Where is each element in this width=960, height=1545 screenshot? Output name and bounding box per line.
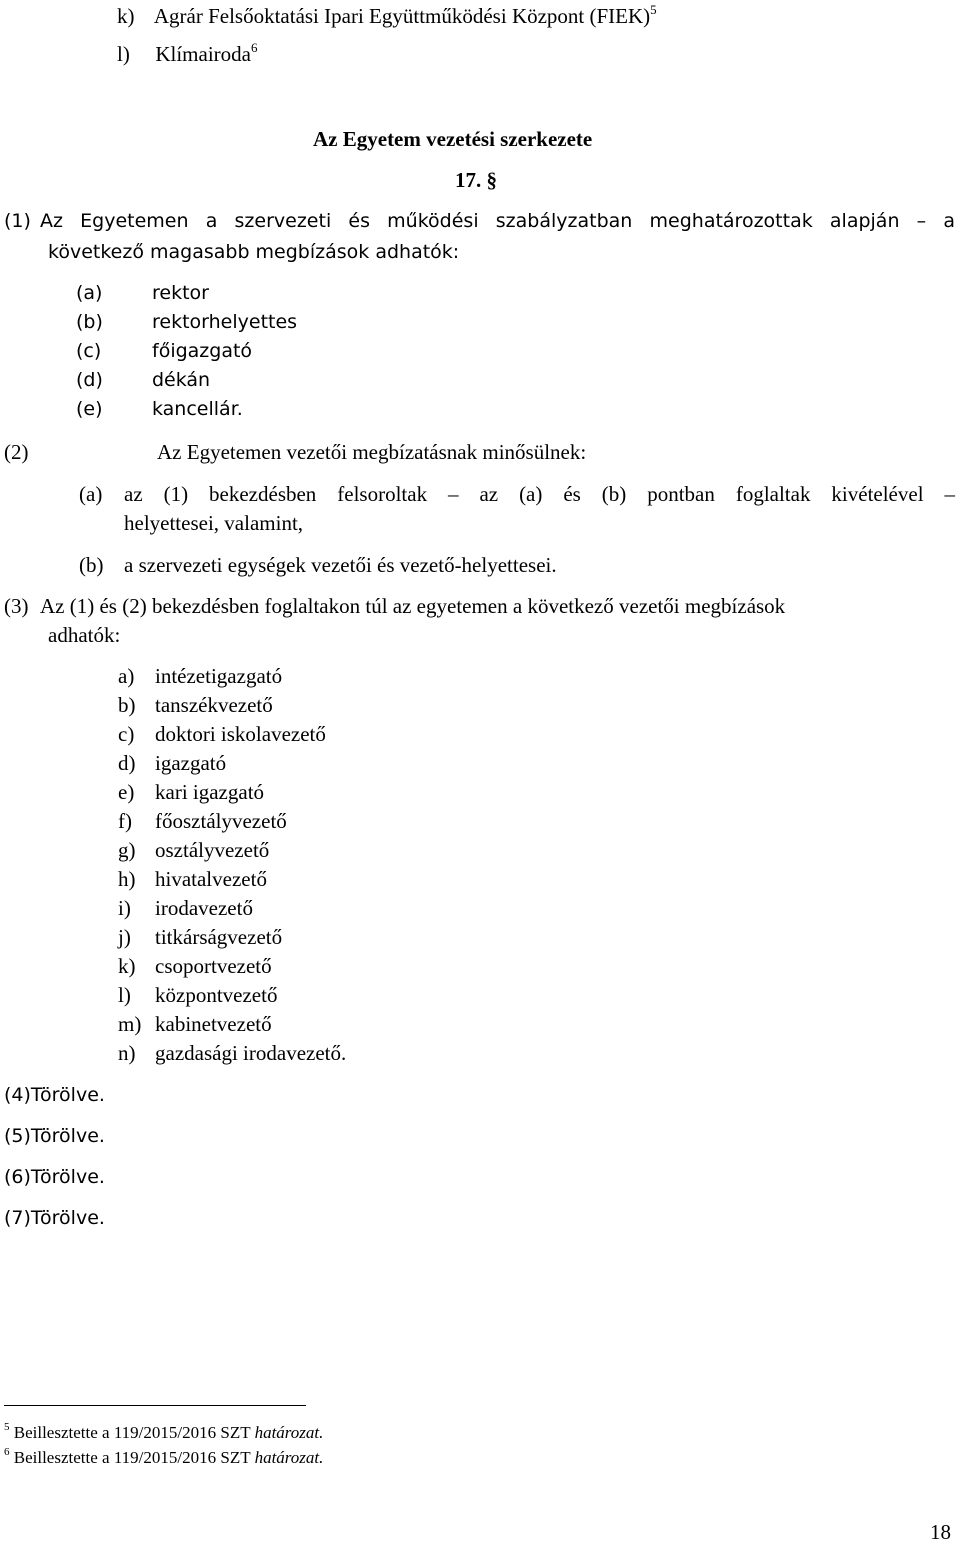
p1-item-c: főigazgató xyxy=(152,340,253,362)
paragraph-3-number: (3) xyxy=(4,594,29,618)
item-label: k) xyxy=(117,4,135,28)
p3-item-n: gazdasági irodavezető. xyxy=(155,1041,347,1065)
p3-item-j-label: j) xyxy=(118,925,131,949)
p3-item-a-label: a) xyxy=(118,664,135,688)
p3-item-i: irodavezető xyxy=(155,896,253,920)
footnote-emphasis: határozat. xyxy=(254,1448,324,1467)
p3-item-b: tanszékvezető xyxy=(155,693,273,717)
footnote-6 xyxy=(4,1446,324,1467)
page-number: 18 xyxy=(930,1520,951,1544)
p2-item-a-label: (a) xyxy=(79,482,103,506)
p3-item-a: intézetigazgató xyxy=(155,664,283,688)
paragraph-5-text: Törölve. xyxy=(30,1125,105,1147)
p3-item-k: csoportvezető xyxy=(155,954,272,978)
p3-item-f: főosztályvezető xyxy=(155,809,287,833)
paragraph-4-number: (4) xyxy=(4,1084,31,1106)
footnote-text: Beillesztette a 119/2015/2016 SZT xyxy=(13,1423,255,1442)
p3-item-b-label: b) xyxy=(118,693,136,717)
p3-item-e: kari igazgató xyxy=(155,780,265,804)
p3-item-c: doktori iskolavezető xyxy=(155,722,326,746)
p1-item-a-label: (a) xyxy=(76,282,103,304)
paragraph-2-text: Az Egyetemen vezetői megbízatásnak minősülnek: xyxy=(157,440,587,464)
p3-item-i-label: i) xyxy=(118,896,131,920)
p3-item-e-label: e) xyxy=(118,780,135,804)
footnote-number: 5 xyxy=(4,1421,10,1433)
p3-item-h-label: h) xyxy=(118,867,136,891)
p1-item-e-label: (e) xyxy=(76,398,103,420)
p3-item-j: titkárságvezető xyxy=(155,925,283,949)
paragraph-4 xyxy=(4,1086,105,1105)
p1-item-e: kancellár. xyxy=(152,398,243,420)
p3-item-k-label: k) xyxy=(118,954,136,978)
p3-item-g-label: g) xyxy=(118,838,136,862)
footnote-text: Beillesztette a 119/2015/2016 SZT xyxy=(13,1448,255,1467)
paragraph-2-number: (2) xyxy=(4,440,29,464)
section-title: Az Egyetem vezetési szerkezete xyxy=(313,127,593,151)
paragraph-5-number: (5) xyxy=(4,1125,31,1147)
item-text: Agrár Felsőoktatási Ipari Együttműködési Központ (FIEK) xyxy=(153,4,651,28)
p3-item-d: igazgató xyxy=(155,751,227,775)
p3-item-m-label: m) xyxy=(118,1012,142,1036)
paragraph-1-line2: következő magasabb megbízások adhatók: xyxy=(48,241,460,263)
p1-item-b-label: (b) xyxy=(76,311,103,333)
list-item-l xyxy=(117,40,258,66)
p3-item-l-label: l) xyxy=(118,983,131,1007)
p2-item-a-line1: az (1) bekezdésben felsoroltak – az (a) és (b) pontban foglaltak kivételével – xyxy=(124,482,955,506)
section-number: 17. § xyxy=(455,168,497,192)
p3-item-f-label: f) xyxy=(118,809,132,833)
p3-item-g: osztályvezető xyxy=(155,838,270,862)
p1-item-b: rektorhelyettes xyxy=(152,311,298,333)
paragraph-6 xyxy=(4,1168,105,1187)
footnote-emphasis: határozat. xyxy=(254,1423,324,1442)
p1-item-d: dékán xyxy=(152,369,211,391)
p1-item-a: rektor xyxy=(152,282,209,304)
paragraph-3-line2: adhatók: xyxy=(48,623,121,647)
item-text: Klímairoda xyxy=(155,42,251,66)
footnote-ref[interactable]: 5 xyxy=(650,2,657,17)
p3-item-d-label: d) xyxy=(118,751,136,775)
paragraph-6-text: Törölve. xyxy=(30,1166,105,1188)
p2-item-a-line2: helyettesei, valamint, xyxy=(124,511,304,535)
paragraph-7-number: (7) xyxy=(4,1207,31,1229)
paragraph-5 xyxy=(4,1127,105,1146)
list-item-k xyxy=(117,2,657,28)
paragraph-1-line1: Az Egyetemen a szervezeti és működési szabályzatban meghatározottak alapján – a xyxy=(40,210,955,232)
paragraph-3-line1: Az (1) és (2) bekezdésben foglaltakon túl az egyetemen a következő vezetői megbízások xyxy=(40,594,786,618)
p3-item-l: központvezető xyxy=(155,983,278,1007)
p3-item-n-label: n) xyxy=(118,1041,136,1065)
p1-item-d-label: (d) xyxy=(76,369,103,391)
paragraph-6-number: (6) xyxy=(4,1166,31,1188)
footnote-5 xyxy=(4,1421,324,1442)
paragraph-4-text: Törölve. xyxy=(30,1084,105,1106)
paragraph-1-number: (1) xyxy=(4,210,31,232)
p3-item-h: hivatalvezető xyxy=(155,867,267,891)
footnote-separator xyxy=(4,1405,306,1406)
p3-item-c-label: c) xyxy=(118,722,135,746)
footnote-ref[interactable]: 6 xyxy=(250,40,258,55)
paragraph-7-text: Törölve. xyxy=(30,1207,105,1229)
item-label: l) xyxy=(117,42,130,66)
p3-item-m: kabinetvezető xyxy=(155,1012,272,1036)
p2-item-b-line1: a szervezeti egységek vezetői és vezető-helyettesei. xyxy=(124,553,557,577)
paragraph-7 xyxy=(4,1209,105,1228)
p2-item-b-label: (b) xyxy=(79,553,104,577)
p1-item-c-label: (c) xyxy=(76,340,102,362)
footnote-number: 6 xyxy=(4,1446,10,1458)
